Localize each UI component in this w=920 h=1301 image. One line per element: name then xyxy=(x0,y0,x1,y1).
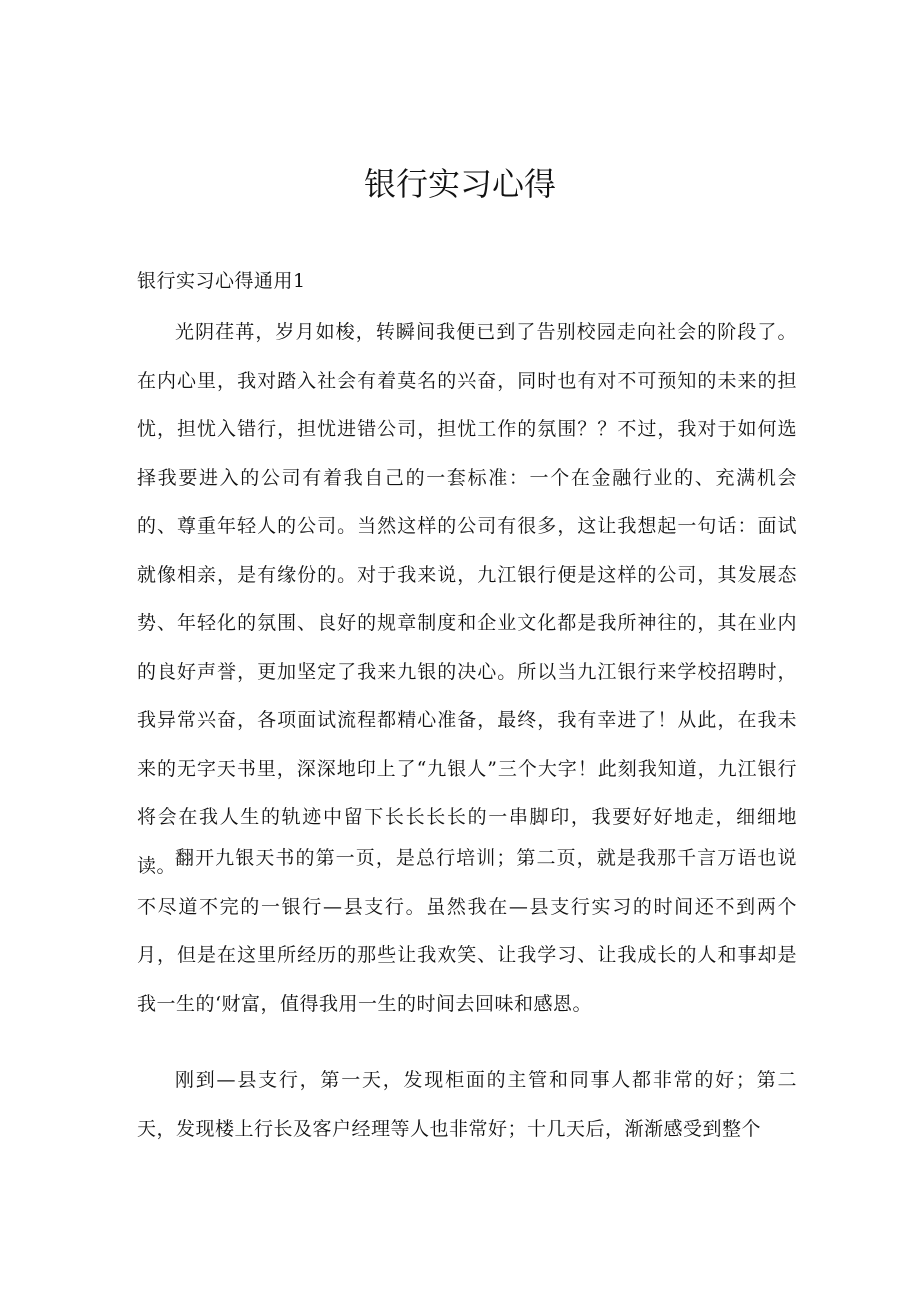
section-heading: 银行实习心得通用1 xyxy=(137,270,306,292)
document-title: 银行实习心得 xyxy=(363,165,556,203)
body-paragraph: 光阴荏苒，岁月如梭，转瞬间我便已到了告别校园走向社会的阶段了。在内心里，我对踏入社会有着莫名的兴奋，同时也有对不可预知的未来的担忧，担忧入错行，担忧进错公司，担忧工作的氛围？？不过，我对于如何选择我要进入的公司有着我自己的一套标准：一个在金融行业的、充满机会的、尊重年轻人的公司。当然这样的公司有很多，这让我想起一句话：面试就像相亲，是有缘份的。对于我来说，九江银行便是这样的公司，其发展态势、年轻化的氛围、良好的规章制度和企业文化都是我所神往的，其在业内的良好声誉，更加坚定了我来九银的决心。所以当九江银行来学校招聘时，我异常兴奋，各项面试流程都精心准备，最终，我有幸进了！从此，在我未来的无字天书里，深深地印上了“九银人”三个大字！此刻我知道，九江银行将会在我人生的轨迹中留下长长长长的一串脚印，我要好好地走，细细地读。 xyxy=(137,321,797,877)
body-paragraph: 翻开九银天书的第一页，是总行培训；第二页，就是我那千言万语也说不尽道不完的一银行—县支行。虽然我在—县支行实习的时间还不到两个月，但是在这里所经历的那些让我欢笑、让我学习、让我成长的人和事却是我一生的‘财富，值得我用一生的时间去回味和感恩。 xyxy=(137,847,797,1015)
body-paragraph: 刚到—县支行，第一天，发现柜面的主管和同事人都非常的好；第二天，发现楼上行长及客户经理等人也非常好；十几天后，渐渐感受到整个 xyxy=(137,1069,797,1140)
